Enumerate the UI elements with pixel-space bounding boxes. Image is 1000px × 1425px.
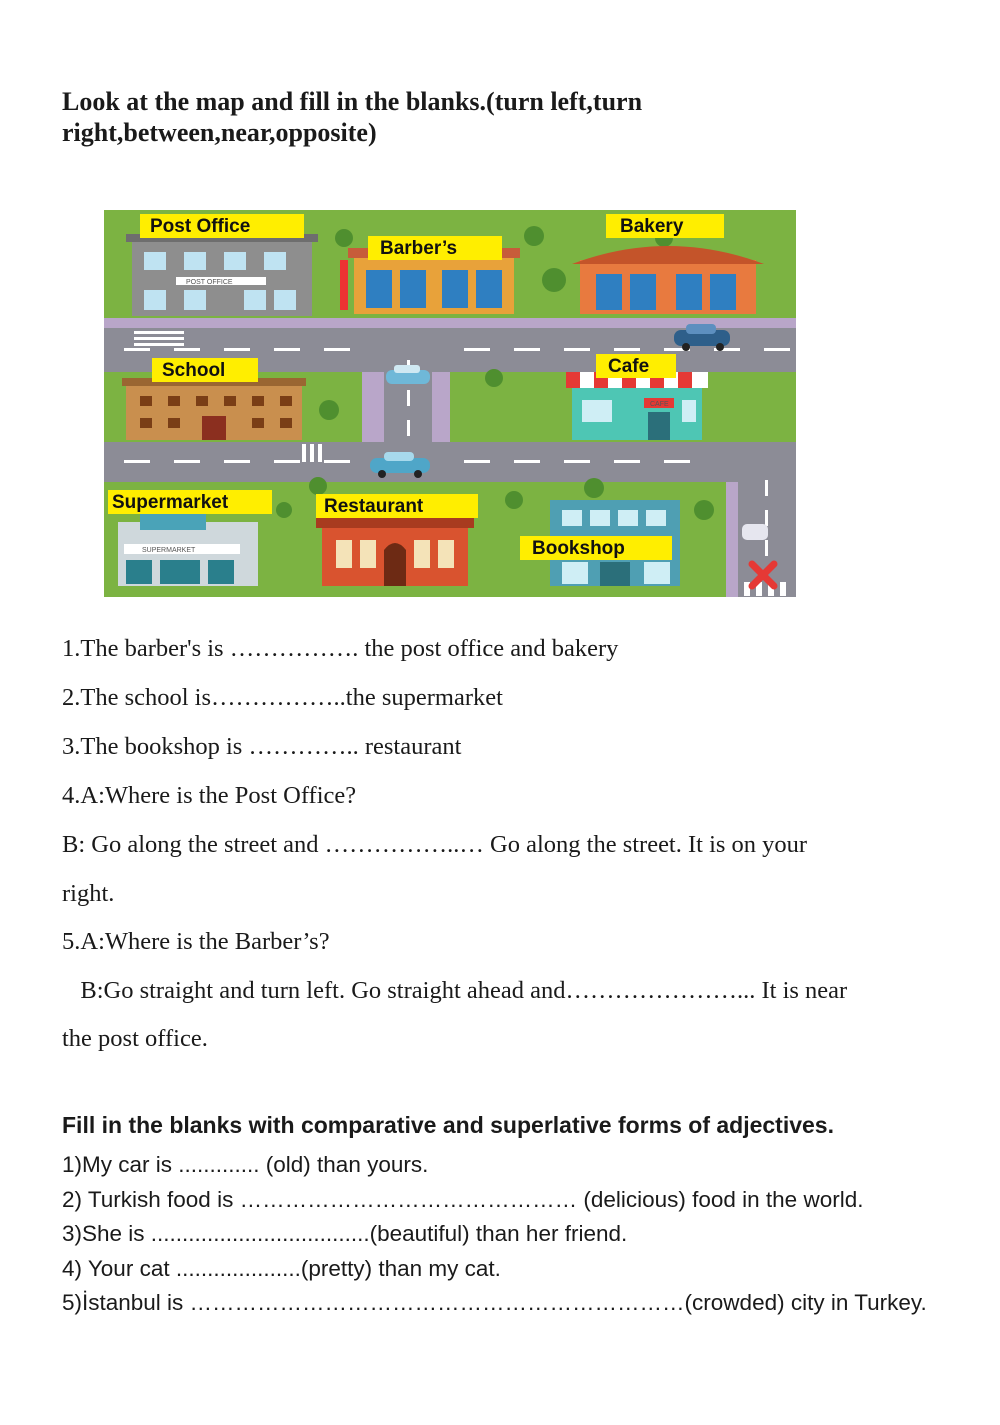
adjective-question-2: 2) Turkish food is ……………………………………… (delicious) food in the world.	[62, 1187, 864, 1212]
post-office-building	[126, 234, 318, 316]
bakery-building	[572, 246, 764, 314]
map-label-supermarket: Supermarket	[112, 492, 229, 513]
adjective-question-3: 3)She is ...................................(beautiful) than her friend.	[62, 1221, 628, 1246]
question-2: 2.The school is……………..the supermarket	[62, 684, 503, 711]
map-label-barbers: Barber’s	[380, 238, 458, 259]
map-label-bookshop: Bookshop	[532, 538, 625, 559]
map-label-restaurant: Restaurant	[324, 496, 424, 517]
exercise-2-title: Fill in the blanks with comparative and superlative forms of adjectives.	[62, 1112, 834, 1138]
question-4b-cont: right.	[62, 880, 115, 907]
town-map-illustration	[104, 210, 796, 597]
question-4a: 4.A:Where is the Post Office?	[62, 782, 357, 809]
exercise-1-title: Look at the map and fill in the blanks.(turn left,turn right,between,near,opposite)	[62, 87, 643, 147]
question-4b: B: Go along the street and ……………..… Go along the street. It is on your	[62, 831, 808, 858]
adjective-question-5: 5)İstanbul is …………………………………………………………(crowded) city in Turkey.	[62, 1290, 927, 1315]
map-label-cafe: Cafe	[608, 356, 650, 377]
adjective-question-4: 4) Your cat ....................(pretty) than my cat.	[62, 1256, 501, 1281]
question-5b-cont: the post office.	[62, 1025, 208, 1052]
question-5a: 5.A:Where is the Barber’s?	[62, 928, 330, 955]
cafe-sign: CAFE	[650, 401, 669, 408]
adjective-question-1: 1)My car is ............. (old) than yours.	[62, 1152, 429, 1177]
post-office-sign: POST OFFICE	[186, 279, 233, 286]
question-1: 1.The barber's is ……………. the post office and bakery	[62, 635, 619, 662]
cafe-building	[566, 372, 708, 440]
question-5b: B:Go straight and turn left. Go straight ahead and…………………... It is near	[62, 977, 848, 1004]
supermarket-sign: SUPERMARKET	[142, 547, 196, 554]
map-label-bakery: Bakery	[620, 216, 684, 237]
restaurant-building	[316, 518, 474, 586]
question-3: 3.The bookshop is ………….. restaurant	[62, 733, 462, 760]
school-building	[122, 378, 306, 440]
map-label-post-office: Post Office	[150, 216, 251, 237]
map-label-school: School	[162, 360, 226, 381]
